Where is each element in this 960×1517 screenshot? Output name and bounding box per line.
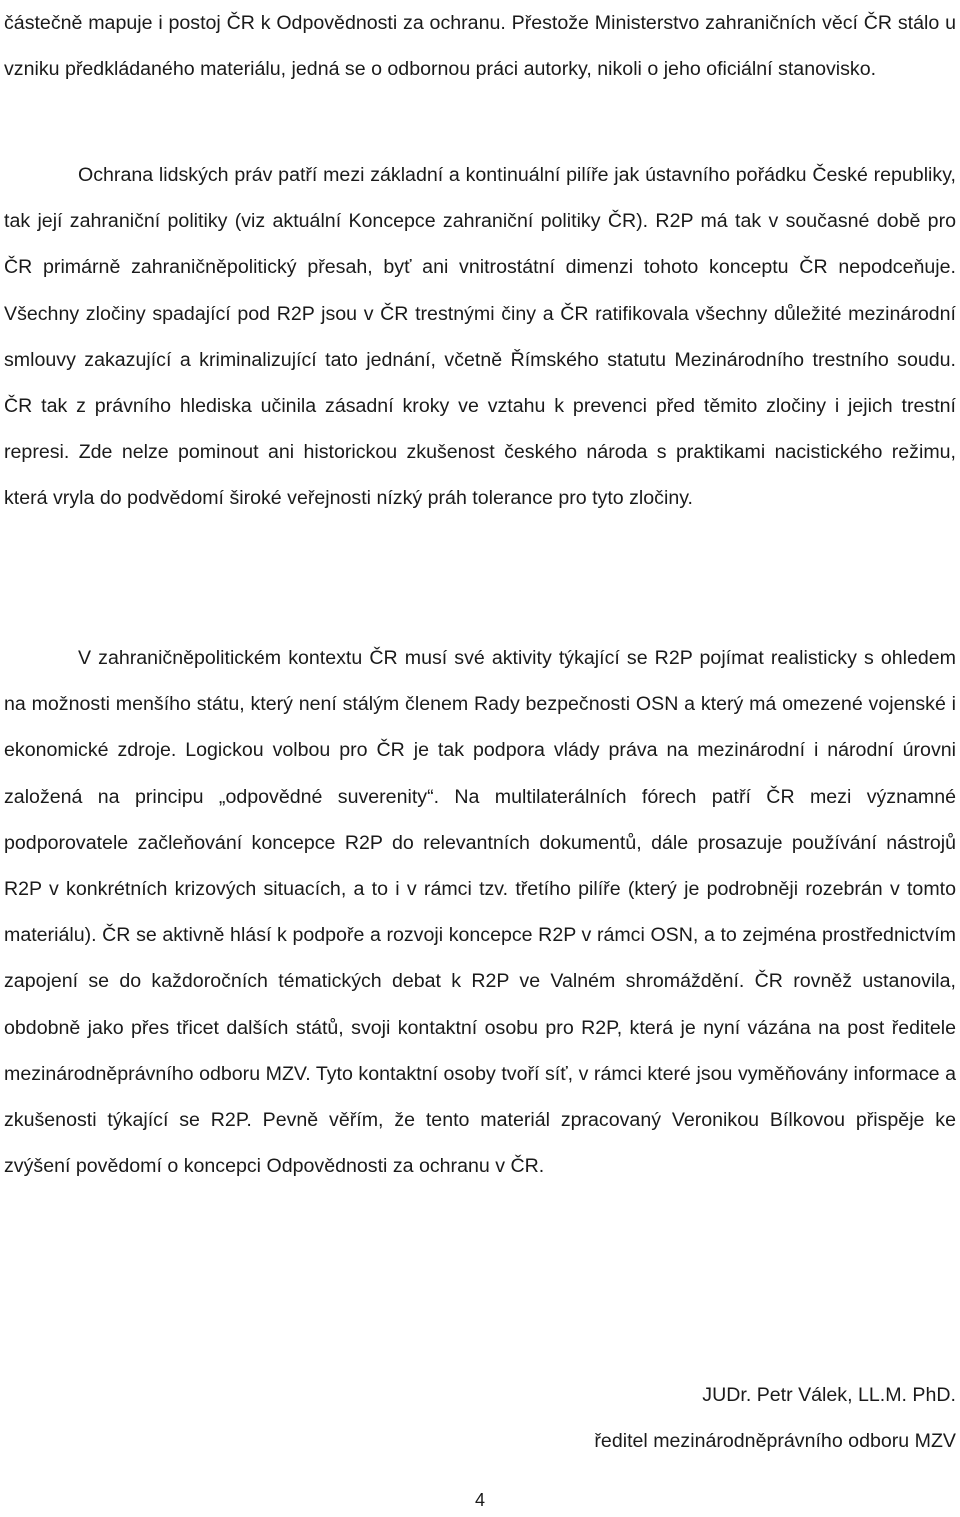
paragraph-human-rights: Ochrana lidských práv patří mezi základní a kontinuální pilíře jak ústavního pořádku České republiky, tak její zahraniční politiky (viz aktuální Koncepce zahraniční politiky ČR). R2P má tak v současné době pro ČR primárně zahraničněpolitický přesah, byť ani vnitrostátní dimenzi tohoto konceptu ČR nepodceňuje. Všechny zločiny spadající pod R2P jsou v ČR trestnými činy a ČR ratifikovala všechny důležité mezinárodní smlouvy zakazující a kriminalizující tato jednání, včetně Římského statutu Mezinárodního trestního soudu. ČR tak z právního hlediska učinila zásadní kroky ve vztahu k prevenci před těmito zločiny i jejich trestní represi. Zde nelze pominout ani historickou zkušenost českého národa s praktikami nacistického režimu, která vryla do podvědomí široké veřejnosti nízký práh tolerance pro tyto zločiny. <box>4 164 956 510</box>
signature-name: JUDr. Petr Válek, LL.M. PhD. <box>702 1384 956 1406</box>
page-number: 4 <box>474 1490 485 1510</box>
paragraph-foreign-policy-context: V zahraničněpolitickém kontextu ČR musí své aktivity týkající se R2P pojímat realisticky s ohledem na možnosti menšího státu, který není stálým členem Rady bezpečnosti OSN a který má omezené vojenské i ekonomické zdroje. Logickou volbou pro ČR je tak podpora vlády práva na mezinárodní i národní úrovni založená na principu „odpovědné suverenity“. Na multilaterálních fórech patří ČR mezi významné podporovatele začleňování koncepce R2P do relevantních dokumentů, dále prosazuje používání nástrojů R2P v konkrétních krizových situacích, a to i v rámci tzv. třetího pilíře (který je podrobněji rozebrán v tomto materiálu). ČR se aktivně hlásí k podpoře a rozvoji koncepce R2P v rámci OSN, a to zejména prostřednictvím zapojení se do každoročních tématických debat k R2P ve Valném shromáždění. ČR rovněž ustanovila, obdobně jako přes třicet dalších států, svoji kontaktní osobu pro R2P, která je nyní vázána na post ředitele mezinárodněprávního odboru MZV. Tyto kontaktní osoby tvoří síť, v rámci které jsou vyměňovány informace a zkušenosti týkající se R2P. Pevně věřím, že tento materiál zpracovaný Veronikou Bílkovou přispěje ke zvýšení povědomí o koncepci Odpovědnosti za ochranu v ČR. <box>4 647 956 1178</box>
paragraph-intro-continuation: částečně mapuje i postoj ČR k Odpovědnosti za ochranu. Přestože Ministerstvo zahraničních věcí ČR stálo u vzniku předkládaného materiálu, jedná se o odbornou práci autorky, nikoli o jeho oficiální stanovisko. <box>4 12 956 81</box>
signature-role: ředitel mezinárodněprávního odboru MZV <box>594 1430 956 1452</box>
